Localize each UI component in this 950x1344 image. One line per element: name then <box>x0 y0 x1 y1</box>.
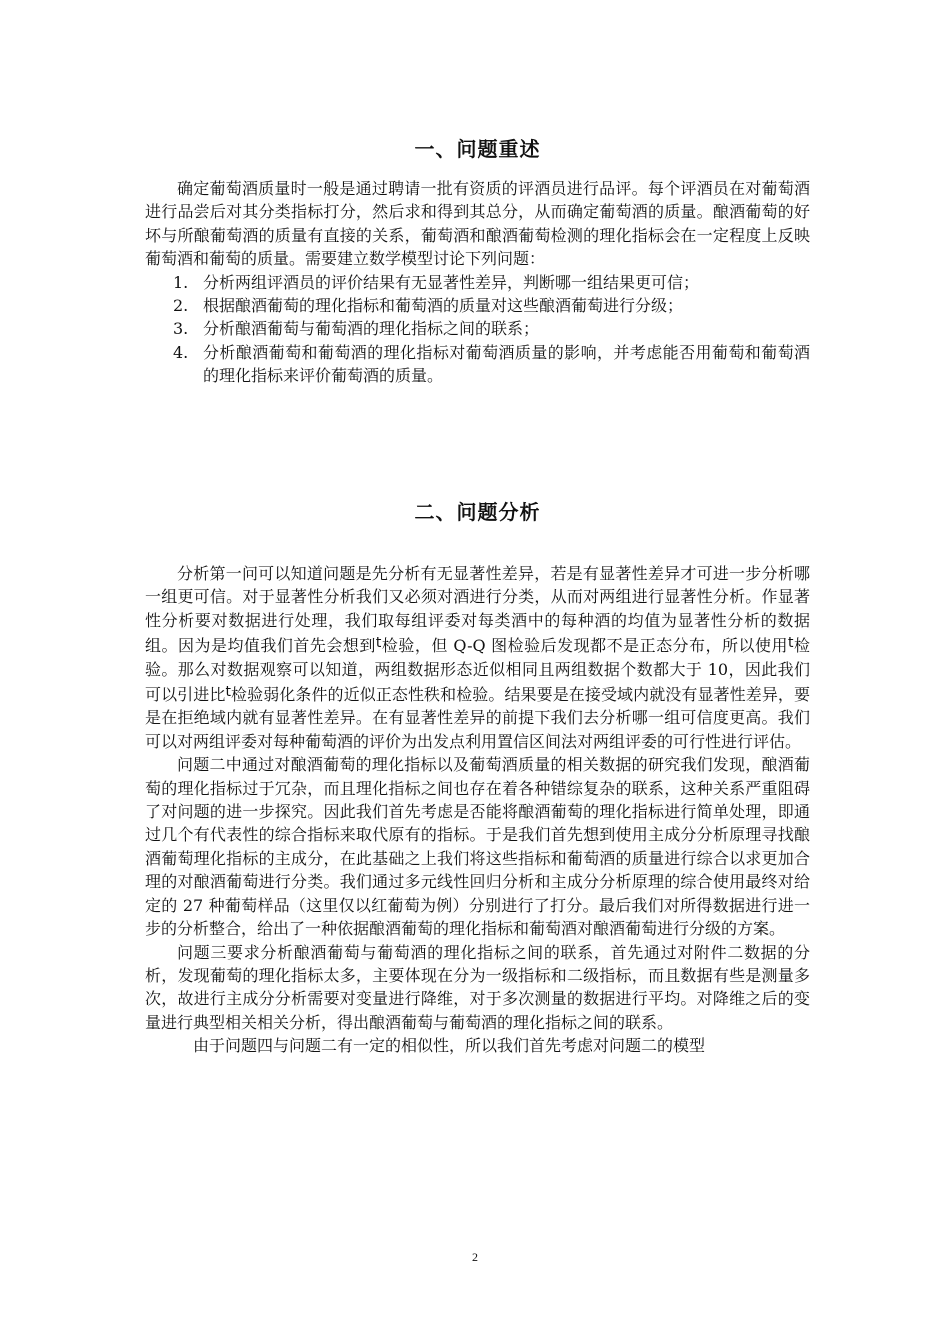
question-number: 3. <box>173 319 189 339</box>
question-list <box>145 271 810 388</box>
analysis-paragraph-3: 问题三要求分析酿酒葡萄与葡萄酒的理化指标之间的联系，首先通过对附件二数据的分析，发现葡萄的理化指标太多，主要体现在分为一级指标和二级指标，而且数据有些是测量多次，故进行主成分分析需要对变量进行降维，对于多次测量的数据进行平均。对降维之后的变量进行典型相关相关分析，得出酿酒葡萄与葡萄酒的理化指标之间的联系。 <box>145 942 810 1032</box>
question-text: 根据酿酒葡萄的理化指标和葡萄酒的质量对这些酿酒葡萄进行分级； <box>203 296 684 316</box>
analysis-body <box>145 562 810 1058</box>
question-item-4 <box>145 341 810 388</box>
analysis-paragraph-4: 由于问题四与问题二有一定的相似性，所以我们首先考虑对问题二的模型 <box>193 1036 706 1056</box>
restatement-body <box>145 177 810 388</box>
analysis-p1-part-c: 检验。那么对数据观察可以知道，两组数据形态近似相同且两组数据个数都大于 10，因此我们可以引进比 <box>145 636 810 705</box>
question-number: 1. <box>173 272 189 292</box>
t-test-symbol: t <box>225 684 231 701</box>
question-item-1 <box>145 271 810 294</box>
analysis-paragraph-1 <box>145 562 810 753</box>
analysis-p1-part-d: 检验弱化条件的近似正态性秩和检验。结果要是在接受域内就没有显著性差异，要是在拒绝域内就有显著性差异。在有显著性差异的前提下我们去分析哪一组可信度更高。我们可以对两组评委对每种葡萄酒的评价为出发点利用置信区间法对两组评委的可行性进行评估。 <box>145 685 810 751</box>
section-title-restatement: 一、问题重述 <box>414 137 541 161</box>
question-item-2 <box>145 294 810 317</box>
restatement-intro: 确定葡萄酒质量时一般是通过聘请一批有资质的评酒员进行品评。每个评酒员在对葡萄酒进行品尝后对其分类指标打分，然后求和得到其总分，从而确定葡萄酒的质量。酿酒葡萄的好坏与所酿葡萄酒的质量有直接的关系，葡萄酒和酿酒葡萄检测的理化指标会在一定程度上反映葡萄酒和葡萄的质量。需要建立数学模型讨论下列问题： <box>145 179 810 269</box>
question-number: 4. <box>173 342 189 362</box>
question-text: 分析酿酒葡萄和葡萄酒的理化指标对葡萄酒质量的影响，并考虑能否用葡萄和葡萄酒的理化指标来评价葡萄酒的质量。 <box>203 342 810 386</box>
t-test-symbol: t <box>788 635 794 652</box>
page-number: 2 <box>472 1250 478 1264</box>
question-text: 分析酿酒葡萄与葡萄酒的理化指标之间的联系； <box>203 319 540 339</box>
analysis-p1-part-b: 检验，但 Q-Q 图检验后发现都不是正态分布，所以使用 <box>381 636 788 656</box>
question-item-3 <box>145 317 810 340</box>
question-text: 分析两组评酒员的评价结果有无显著性差异，判断哪一组结果更可信； <box>203 272 700 292</box>
analysis-p1-part-a: 分析第一问可以知道问题是先分析有无显著性差异，若是有显著性差异才可进一步分析哪一组更可信。对于显著性分析我们又必须对酒进行分类，从而对两组进行显著性分析。作显著性分析要对数据进行处理，我们取每组评委对每类酒中的每种酒的均值为显著性分析的数据组。因为是均值我们首先会想到 <box>145 564 810 656</box>
t-test-symbol: t <box>375 635 382 652</box>
question-number: 2. <box>173 296 189 316</box>
analysis-paragraph-2: 问题二中通过对酿酒葡萄的理化指标以及葡萄酒质量的相关数据的研究我们发现，酿酒葡萄的理化指标过于冗杂，而且理化指标之间也存在着各种错综复杂的联系，这种关系严重阻碍了对问题的进一步探究。因此我们首先考虑是否能将酿酒葡萄的理化指标进行简单处理，即通过几个有代表性的综合指标来取代原有的指标。于是我们首先想到使用主成分分析原理寻找酿酒葡萄理化指标的主成分，在此基础之上我们将这些指标和葡萄酒的质量进行综合以求更加合理的对酿酒葡萄进行分类。我们通过多元线性回归分析和主成分分析原理的综合使用最终对给定的 27 种葡萄样品（这里仅以红葡萄为例）分别进行了打分。最后我们对所得数据进行进一步的分析整合，给出了一种依据酿酒葡萄的理化指标和葡萄酒对酿酒葡萄进行分级的方案。 <box>145 755 810 939</box>
section-title-analysis: 二、问题分析 <box>414 500 541 524</box>
